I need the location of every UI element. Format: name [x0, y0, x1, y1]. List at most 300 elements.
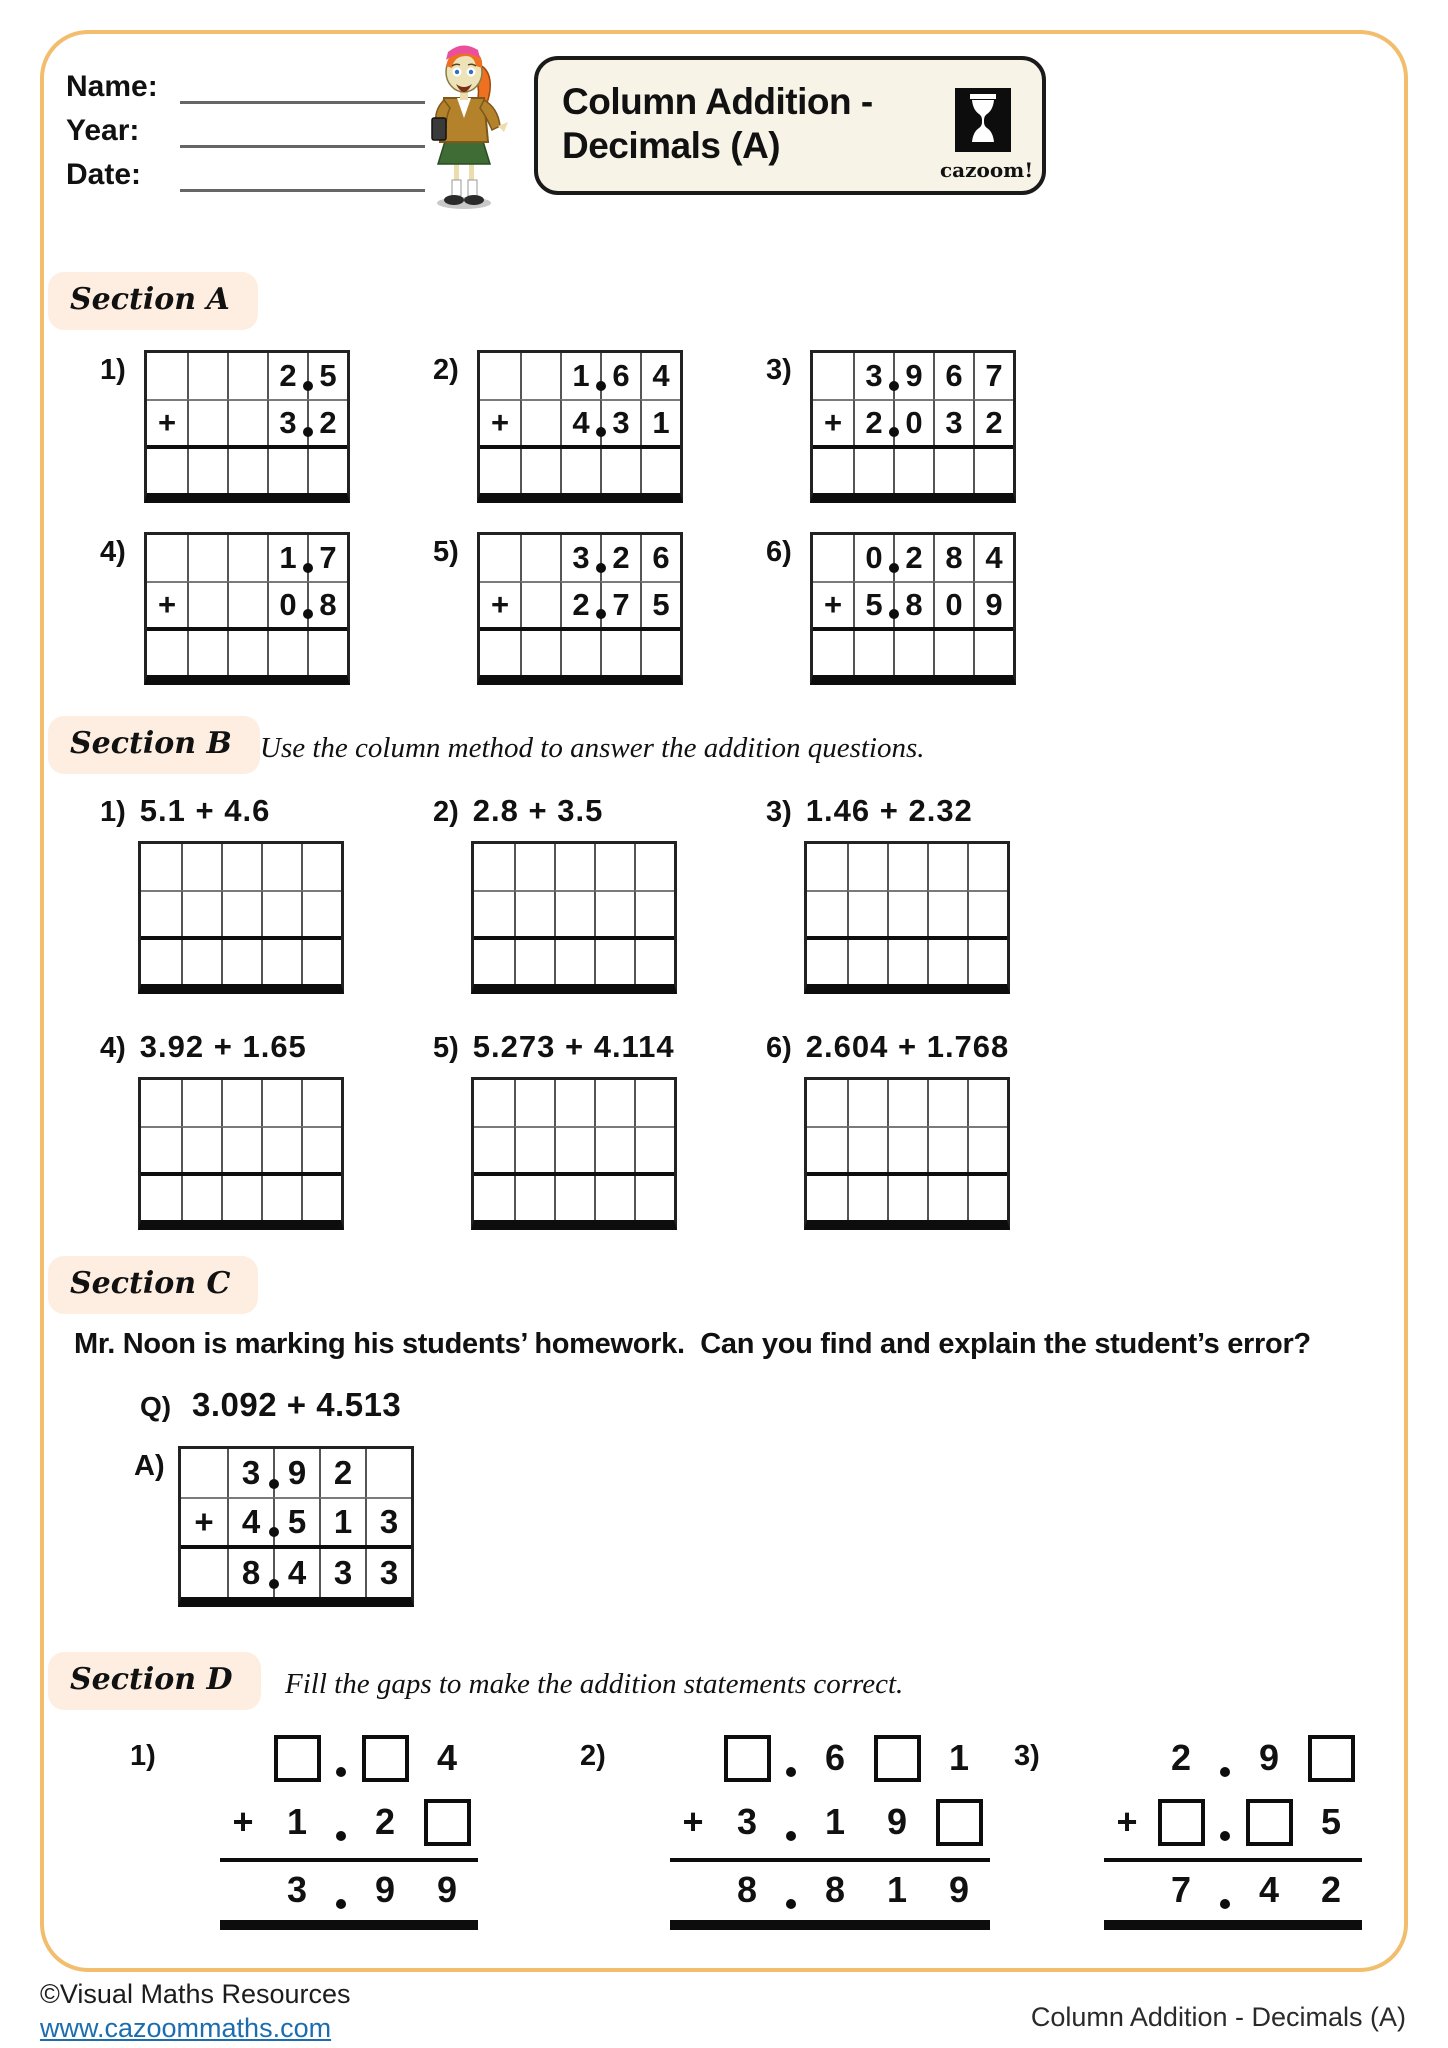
gap-fill-cell	[716, 1726, 778, 1790]
grid-cell	[634, 1080, 674, 1126]
student-answer-grid	[178, 1446, 414, 1607]
grid-cell	[181, 1176, 221, 1220]
grid-cell	[227, 535, 267, 581]
grid-cell: 3	[319, 1549, 365, 1597]
grid-cell: 1	[267, 535, 307, 581]
grid-cell	[301, 844, 341, 890]
grid-row	[813, 399, 1013, 445]
name-row	[66, 60, 425, 104]
gap-fill-cell	[1212, 1862, 1238, 1918]
grid-cell	[301, 940, 341, 984]
grid-cell	[474, 1126, 514, 1172]
gap-fill-cell: 4	[436, 1737, 458, 1778]
problem-number: 6)	[766, 1032, 792, 1064]
working-grid	[471, 841, 677, 994]
grid-cell	[973, 449, 1013, 493]
gap-fill-row	[670, 1726, 990, 1790]
problem-number: 2)	[433, 354, 459, 386]
grid-cell: 6	[640, 535, 680, 581]
decimal-point	[786, 1831, 796, 1841]
gap-fill-row	[220, 1726, 478, 1790]
grid-cell	[181, 890, 221, 936]
grid-cell: 3	[267, 399, 307, 445]
grid-row	[807, 1080, 1007, 1126]
grid-cell	[927, 890, 967, 936]
grid-cell	[307, 631, 347, 675]
gap-box	[274, 1735, 321, 1782]
problem-header	[100, 1028, 344, 1065]
working-grid	[471, 1077, 677, 1230]
gap-fill-cell: 9	[886, 1801, 908, 1842]
grid-row	[147, 353, 347, 399]
section-d-problem	[130, 1726, 478, 1930]
grid-cell: 4	[973, 535, 1013, 581]
grid-row	[807, 1126, 1007, 1172]
grid-cell: 5	[273, 1497, 319, 1545]
gap-fill-cell	[1104, 1862, 1150, 1918]
section-a-problem	[433, 532, 683, 685]
grid-cell	[634, 1176, 674, 1220]
result-line	[220, 1920, 478, 1930]
gap-fill-cell	[1104, 1726, 1150, 1790]
section-a-problem	[766, 532, 1016, 685]
gap-box	[724, 1735, 771, 1782]
result-line	[1104, 1920, 1362, 1930]
grid-cell: 2	[307, 399, 347, 445]
grid-wrap	[138, 841, 344, 994]
decimal-point	[269, 1527, 279, 1537]
grid-cell	[147, 535, 187, 581]
gap-box	[1308, 1735, 1355, 1782]
grid-cell	[927, 1176, 967, 1220]
grid-cell	[480, 353, 520, 399]
gap-fill-cell: 5	[1320, 1801, 1342, 1842]
section-b-banner: Section B	[48, 716, 260, 774]
grid-cell	[141, 844, 181, 890]
grid-cell	[813, 449, 853, 493]
grid-cell: +	[147, 399, 187, 445]
grid-cell	[554, 890, 594, 936]
grid-cell	[141, 890, 181, 936]
grid-cell	[227, 399, 267, 445]
section-b-problem	[766, 792, 1010, 994]
column-addition-grid	[144, 350, 350, 503]
grid-cell	[261, 890, 301, 936]
grid-cell	[853, 631, 893, 675]
grid-cell	[147, 353, 187, 399]
gap-fill-cell: 8	[824, 1869, 846, 1910]
grid-cell	[634, 890, 674, 936]
section-d-problem	[580, 1726, 990, 1930]
grid-cell	[640, 631, 680, 675]
gap-fill-cell	[670, 1862, 716, 1918]
grid-cell: 1	[319, 1497, 365, 1545]
grid-cell: 2	[319, 1449, 365, 1497]
grid-cell	[480, 631, 520, 675]
grid-cell	[365, 1449, 411, 1497]
grid-cell: 5	[640, 581, 680, 627]
section-c-question	[140, 1386, 401, 1424]
grid-row	[474, 1126, 674, 1172]
grid-cell	[261, 844, 301, 890]
answer-label: A)	[134, 1450, 165, 1482]
grid-cell: 4	[560, 399, 600, 445]
decimal-point	[303, 427, 313, 437]
gap-fill-row	[670, 1790, 990, 1854]
grid-cell	[227, 449, 267, 493]
section-b-problem	[100, 1028, 344, 1230]
section-a-problem	[433, 350, 683, 503]
grid-cell: 3	[365, 1497, 411, 1545]
gap-fill-cell: 2	[1170, 1737, 1192, 1778]
grid-cell	[520, 353, 560, 399]
date-line	[180, 158, 425, 192]
decimal-point	[269, 1479, 279, 1489]
question-expression: 3.092 + 4.513	[192, 1386, 402, 1423]
section-b-instruction: Use the column method to answer the addition questions.	[260, 732, 925, 764]
column-addition-grid	[477, 532, 683, 685]
section-b-problem	[100, 792, 344, 994]
decimal-point	[336, 1831, 346, 1841]
gap-fill-cell: +	[682, 1801, 704, 1842]
cazoommaths-link[interactable]: www.cazoommaths.com	[40, 2012, 332, 2043]
gap-fill-cell: 1	[824, 1801, 846, 1842]
grid-cell	[893, 449, 933, 493]
result-line	[670, 1920, 990, 1930]
grid-row	[474, 1080, 674, 1126]
gap-fill-cell	[1300, 1726, 1362, 1790]
grid-cell	[594, 844, 634, 890]
grid-cell	[221, 1176, 261, 1220]
grid-row	[147, 399, 347, 445]
grid-cell	[187, 631, 227, 675]
grid-row	[813, 535, 1013, 581]
grid-cell	[514, 844, 554, 890]
grid-cell	[181, 1080, 221, 1126]
problem-expression: 3.92 + 1.65	[139, 1029, 307, 1064]
decimal-point	[303, 563, 313, 573]
gap-fill-cell	[670, 1726, 716, 1790]
gap-fill-cell: 9	[374, 1869, 396, 1910]
grid-cell	[847, 940, 887, 984]
problem-number: 1)	[100, 354, 126, 386]
grid-cell: 5	[307, 353, 347, 399]
grid-cell	[474, 1176, 514, 1220]
worksheet-title-line1: Column Addition -	[562, 81, 873, 122]
problem-number: 2)	[433, 796, 459, 828]
grid-cell: +	[480, 581, 520, 627]
grid-row	[807, 844, 1007, 890]
problem-header	[766, 792, 1010, 829]
footer-left	[40, 1978, 351, 2046]
problem-number: 6)	[766, 536, 792, 568]
grid-row	[807, 890, 1007, 936]
gap-fill-cell: 1	[948, 1737, 970, 1778]
grid-cell	[933, 631, 973, 675]
gap-fill-cell	[778, 1790, 804, 1854]
grid-cell	[301, 890, 341, 936]
grid-row	[474, 844, 674, 890]
gap-fill-cell: 3	[736, 1801, 758, 1842]
grid-cell: 2	[600, 535, 640, 581]
problem-expression: 5.273 + 4.114	[472, 1029, 675, 1064]
grid-row	[141, 1126, 341, 1172]
grid-wrap	[471, 841, 677, 994]
grid-cell	[554, 844, 594, 890]
grid-cell	[514, 940, 554, 984]
grid-cell	[141, 940, 181, 984]
problem-number: 1)	[130, 1740, 156, 1772]
gap-fill-cell	[778, 1862, 804, 1918]
grid-cell: 2	[973, 399, 1013, 445]
grid-cell	[847, 1126, 887, 1172]
grid-cell	[927, 1126, 967, 1172]
decimal-point	[596, 381, 606, 391]
grid-cell: 0	[893, 399, 933, 445]
grid-cell: 4	[273, 1549, 319, 1597]
grid-cell	[141, 1176, 181, 1220]
title-box	[534, 56, 1046, 195]
gap-box	[936, 1799, 983, 1846]
grid-cell	[927, 844, 967, 890]
grid-cell: 3	[365, 1549, 411, 1597]
grid-cell: +	[147, 581, 187, 627]
grid-cell	[474, 940, 514, 984]
grid-cell	[307, 449, 347, 493]
grid-cell	[181, 1449, 227, 1497]
column-addition-grid	[477, 350, 683, 503]
problem-number: 3)	[766, 796, 792, 828]
gap-fill-cell: +	[232, 1801, 254, 1842]
grid-row	[147, 581, 347, 627]
grid-cell	[927, 940, 967, 984]
copyright-text: ©Visual Maths Resources	[40, 1979, 351, 2009]
gap-box	[1246, 1799, 1293, 1846]
gap-fill-cell	[354, 1726, 416, 1790]
grid-cell	[594, 890, 634, 936]
gap-fill-cell	[328, 1862, 354, 1918]
worksheet-title-line2: Decimals (A)	[562, 125, 781, 167]
cazoom-logo-text: cazoom!	[940, 158, 1034, 182]
grid-row	[813, 581, 1013, 627]
problem-number: 4)	[100, 536, 126, 568]
grid-row	[813, 445, 1013, 493]
column-addition-grid	[810, 350, 1016, 503]
section-c-banner: Section C	[48, 1256, 258, 1314]
grid-row	[141, 936, 341, 984]
grid-cell	[554, 1126, 594, 1172]
grid-cell: +	[181, 1497, 227, 1545]
grid-cell	[847, 844, 887, 890]
grid-cell: 0	[853, 535, 893, 581]
grid-cell: 3	[560, 535, 600, 581]
grid-row	[480, 399, 680, 445]
gap-fill-cell: 9	[1258, 1737, 1280, 1778]
name-line	[180, 70, 425, 104]
grid-cell	[221, 940, 261, 984]
grid-cell	[187, 581, 227, 627]
grid-cell	[640, 449, 680, 493]
grid-cell	[887, 890, 927, 936]
grid-cell: 2	[560, 581, 600, 627]
grid-row	[141, 1080, 341, 1126]
grid-cell	[933, 449, 973, 493]
problem-header	[433, 792, 677, 829]
gap-fill-row	[670, 1862, 990, 1918]
grid-cell: 2	[853, 399, 893, 445]
grid-cell	[301, 1176, 341, 1220]
gap-fill-cell	[1150, 1790, 1212, 1854]
section-a-problem	[766, 350, 1016, 503]
footer-doc-title: Column Addition - Decimals (A)	[1030, 2002, 1406, 2032]
grid-row	[807, 1172, 1007, 1220]
problem-number: 5)	[433, 1032, 459, 1064]
grid-cell	[221, 1080, 261, 1126]
working-grid	[138, 841, 344, 994]
grid-row	[147, 445, 347, 493]
grid-cell: 0	[933, 581, 973, 627]
working-grid	[804, 841, 1010, 994]
grid-cell	[853, 449, 893, 493]
gap-box	[1158, 1799, 1205, 1846]
grid-row	[181, 1497, 411, 1545]
problem-header	[766, 1028, 1010, 1065]
grid-cell	[474, 890, 514, 936]
decimal-point	[303, 381, 313, 391]
gap-fill-cell	[416, 1790, 478, 1854]
grid-cell	[927, 1080, 967, 1126]
problem-number: 3)	[766, 354, 792, 386]
question-label: Q)	[140, 1391, 172, 1422]
gap-fill-cell	[328, 1790, 354, 1854]
grid-cell: 7	[973, 353, 1013, 399]
gap-fill-cell: 3	[286, 1869, 308, 1910]
grid-wrap	[804, 841, 1010, 994]
grid-cell	[261, 1176, 301, 1220]
grid-cell	[181, 844, 221, 890]
grid-cell: 9	[973, 581, 1013, 627]
grid-cell	[147, 449, 187, 493]
grid-cell	[594, 1176, 634, 1220]
section-d-problems	[0, 1726, 1448, 1956]
grid-cell	[967, 844, 1007, 890]
grid-row	[480, 535, 680, 581]
decimal-point	[336, 1767, 346, 1777]
cazoom-logo	[940, 88, 1034, 182]
schoolgirl-illustration-icon	[412, 34, 514, 210]
grid-cell	[967, 1080, 1007, 1126]
section-b-problem	[433, 1028, 677, 1230]
grid-cell: 5	[853, 581, 893, 627]
grid-row	[480, 353, 680, 399]
grid-row	[480, 445, 680, 493]
grid-cell: 9	[273, 1449, 319, 1497]
date-label: Date:	[66, 158, 142, 191]
grid-cell: 4	[227, 1497, 273, 1545]
grid-cell	[301, 1080, 341, 1126]
decimal-point	[889, 563, 899, 573]
gap-fill-cell: 1	[886, 1869, 908, 1910]
section-b-problem	[766, 1028, 1010, 1230]
section-a-problem	[100, 350, 350, 503]
grid-row	[181, 1545, 411, 1597]
section-c-answer	[134, 1446, 414, 1607]
grid-cell	[560, 631, 600, 675]
date-row	[66, 148, 425, 192]
problem-number: 1)	[100, 796, 126, 828]
working-grid	[804, 1077, 1010, 1230]
grid-cell	[887, 1126, 927, 1172]
gap-fill-cell	[1212, 1790, 1238, 1854]
decimal-point	[786, 1767, 796, 1777]
grid-cell: 1	[560, 353, 600, 399]
gap-fill-table	[220, 1726, 478, 1930]
grid-cell: 8	[307, 581, 347, 627]
grid-cell: 3	[227, 1449, 273, 1497]
problem-header	[433, 1028, 677, 1065]
problem-number: 4)	[100, 1032, 126, 1064]
grid-cell	[847, 890, 887, 936]
grid-cell: 6	[600, 353, 640, 399]
decimal-point	[596, 609, 606, 619]
gap-box	[424, 1799, 471, 1846]
decimal-point	[1220, 1831, 1230, 1841]
decimal-point	[786, 1899, 796, 1909]
section-c-prompt: Mr. Noon is marking his students’ homework. Can you find and explain the student’s error?	[74, 1328, 1311, 1360]
column-addition-grid	[144, 532, 350, 685]
grid-cell	[261, 1126, 301, 1172]
grid-cell	[813, 353, 853, 399]
year-row	[66, 104, 425, 148]
problem-number: 5)	[433, 536, 459, 568]
gap-fill-cell: 7	[1170, 1869, 1192, 1910]
grid-cell	[301, 1126, 341, 1172]
section-a-problems	[100, 350, 1348, 690]
grid-cell	[520, 535, 560, 581]
grid-cell	[807, 1080, 847, 1126]
grid-cell	[520, 399, 560, 445]
grid-cell	[147, 631, 187, 675]
grid-cell	[887, 1176, 927, 1220]
gap-fill-row	[1104, 1790, 1362, 1854]
grid-cell	[973, 631, 1013, 675]
grid-cell	[187, 399, 227, 445]
gap-fill-cell	[778, 1726, 804, 1790]
decimal-point	[889, 427, 899, 437]
gap-fill-cell	[1238, 1790, 1300, 1854]
header-fields	[66, 60, 425, 192]
decimal-point	[596, 563, 606, 573]
decimal-point	[336, 1899, 346, 1909]
grid-cell	[600, 449, 640, 493]
grid-cell	[267, 631, 307, 675]
gap-fill-table	[1104, 1726, 1362, 1930]
grid-cell	[520, 631, 560, 675]
grid-row	[147, 627, 347, 675]
grid-cell	[261, 1080, 301, 1126]
grid-cell: 3	[933, 399, 973, 445]
section-a-banner: Section A	[48, 272, 258, 330]
grid-cell	[807, 1126, 847, 1172]
problem-header	[100, 792, 344, 829]
grid-cell	[267, 449, 307, 493]
grid-cell	[807, 940, 847, 984]
problem-expression: 1.46 + 2.32	[805, 793, 973, 828]
grid-cell: 4	[640, 353, 680, 399]
grid-cell	[560, 449, 600, 493]
grid-cell	[227, 353, 267, 399]
gap-fill-table	[670, 1726, 990, 1930]
